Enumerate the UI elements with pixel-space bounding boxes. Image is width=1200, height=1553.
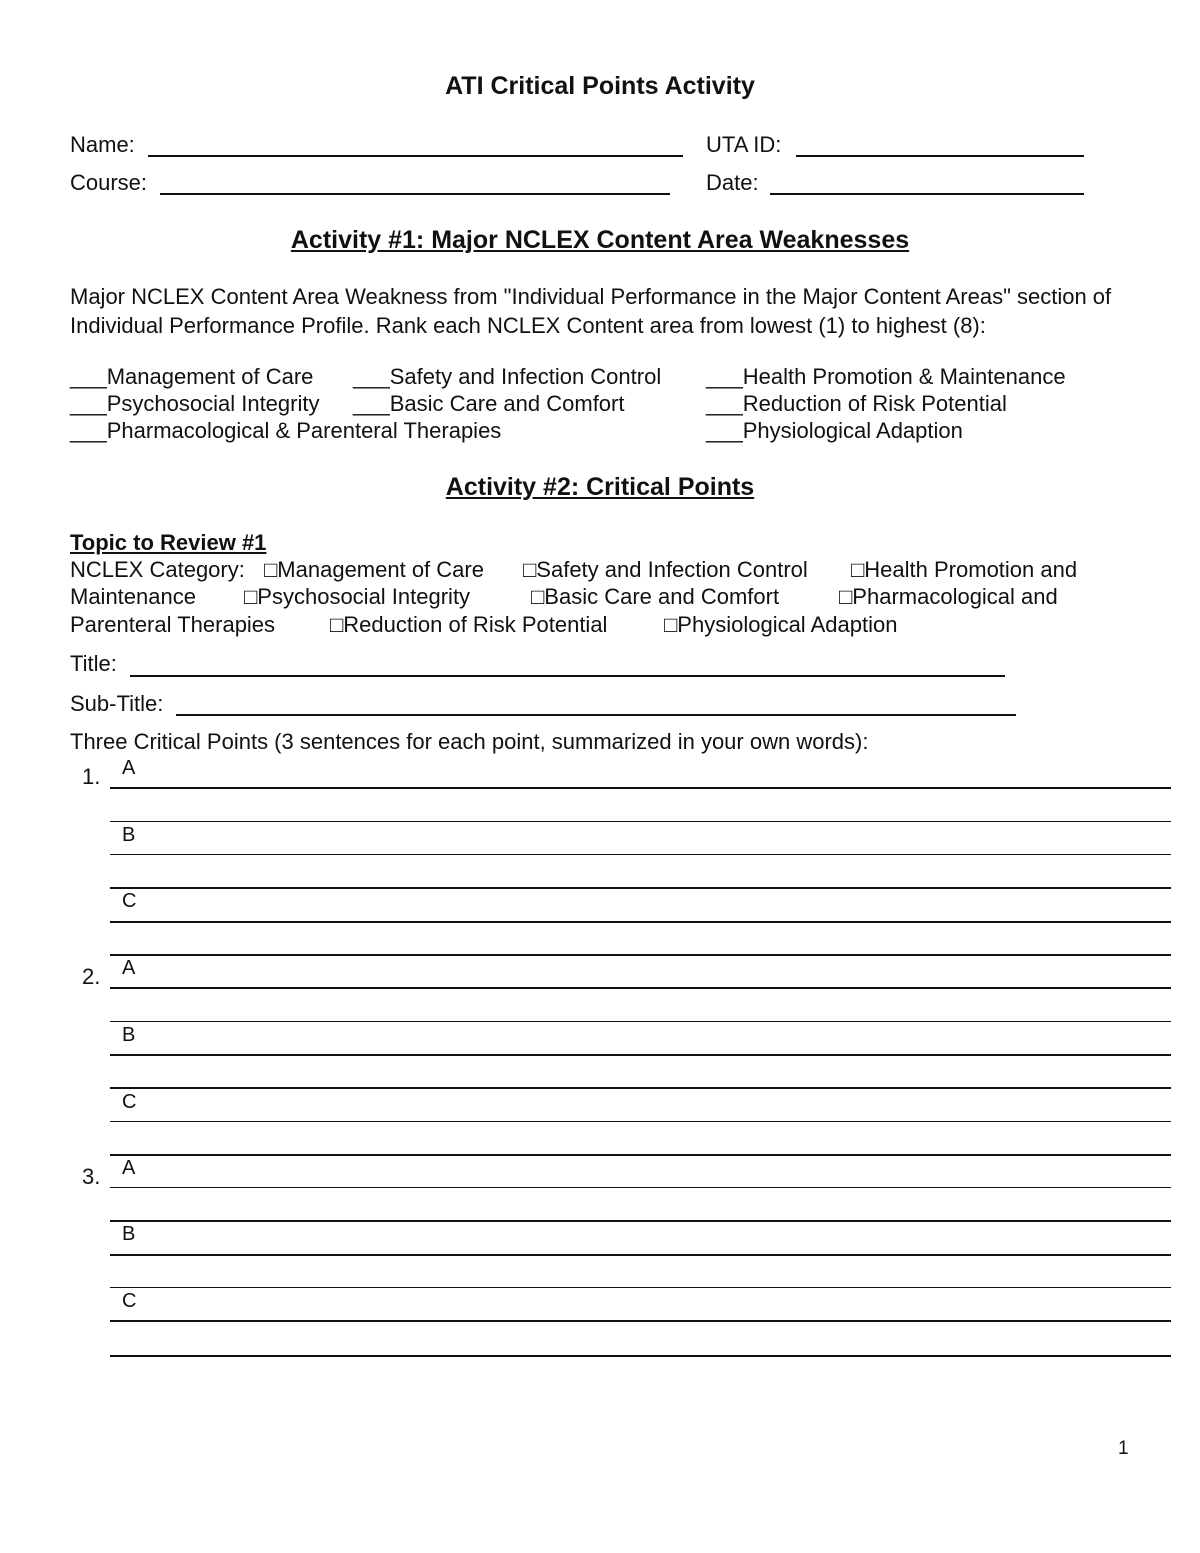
date-field[interactable] <box>770 193 1084 195</box>
point-letter: C <box>122 1290 137 1312</box>
answer-line[interactable] <box>110 1355 1171 1357</box>
category-label: Basic Care and Comfort <box>544 584 780 609</box>
critical-points-prompt: Three Critical Points (3 sentences for each point, summarized in your own words): <box>70 729 869 754</box>
rank-blank[interactable]: ___ <box>706 364 743 389</box>
category-option-pharmacological[interactable] <box>839 584 1058 610</box>
checkbox-icon[interactable]: □ <box>523 557 537 582</box>
category-label: Safety and Infection Control <box>536 557 808 582</box>
rank-item-safety-infection-control[interactable] <box>353 364 661 390</box>
rank-label: Pharmacological & Parenteral Therapies <box>106 418 502 443</box>
answer-line[interactable] <box>110 1187 1171 1188</box>
topic-subtitle-field[interactable] <box>176 714 1016 716</box>
activity2-heading: Activity #2: Critical Points <box>445 473 755 501</box>
answer-line[interactable] <box>110 954 1171 956</box>
course-label: Course: <box>70 170 148 195</box>
rank-label: Health Promotion & Maintenance <box>742 364 1066 389</box>
answer-line[interactable] <box>110 887 1171 889</box>
rank-blank[interactable]: ___ <box>70 391 107 416</box>
answer-line[interactable] <box>110 1254 1171 1256</box>
checkbox-icon[interactable]: □ <box>244 584 258 609</box>
name-field[interactable] <box>148 155 683 157</box>
nclex-category-prefix: NCLEX Category: <box>70 557 245 582</box>
rank-item-management-of-care[interactable] <box>70 364 313 390</box>
category-label: Pharmacological and <box>852 584 1058 609</box>
category-label: Health Promotion and <box>864 557 1078 582</box>
checkbox-icon[interactable]: □ <box>839 584 853 609</box>
point-number: 2. <box>82 964 101 989</box>
activity1-instructions: Major NCLEX Content Area Weakness from "Individual Performance in the Major Content Areas" section of Individual Performance Profile. Rank each NCLEX Content area from lowest (1) to highest (8): <box>70 284 1112 338</box>
activity1-heading: Activity #1: Major NCLEX Content Area Weaknesses <box>290 226 910 254</box>
page-title: ATI Critical Points Activity <box>445 72 755 100</box>
rank-label: Basic Care and Comfort <box>389 391 625 416</box>
category-option-health-promotion[interactable] <box>851 557 1077 583</box>
uta-id-label: UTA ID: <box>706 132 782 157</box>
page-number: 1 <box>1118 1438 1129 1459</box>
rank-item-basic-care-comfort[interactable] <box>353 391 624 417</box>
date-label: Date: <box>706 170 759 195</box>
point-letter: B <box>122 1024 136 1046</box>
checkbox-icon[interactable]: □ <box>664 612 678 637</box>
answer-line[interactable] <box>110 1320 1171 1322</box>
point-letter: C <box>122 890 137 912</box>
category-label: Physiological Adaption <box>677 612 898 637</box>
rank-label: Psychosocial Integrity <box>106 391 320 416</box>
answer-line[interactable] <box>110 821 1171 822</box>
rank-label: Safety and Infection Control <box>389 364 662 389</box>
category-option-physiological-adaption[interactable] <box>664 612 897 638</box>
rank-blank[interactable]: ___ <box>706 418 743 443</box>
topic-title-label: Title: <box>70 651 117 676</box>
category-option-safety-infection-control[interactable] <box>523 557 808 583</box>
answer-line[interactable] <box>110 1154 1171 1156</box>
checkbox-icon[interactable]: □ <box>330 612 344 637</box>
answer-line[interactable] <box>110 987 1171 989</box>
point-number: 1. <box>82 764 101 789</box>
answer-line[interactable] <box>110 1287 1171 1288</box>
topic-subtitle-label: Sub-Title: <box>70 691 164 716</box>
rank-blank[interactable]: ___ <box>706 391 743 416</box>
category-option-psychosocial-integrity[interactable] <box>244 584 470 610</box>
answer-line[interactable] <box>110 854 1171 855</box>
answer-line[interactable] <box>110 1220 1171 1222</box>
answer-line[interactable] <box>110 1087 1171 1089</box>
category-continuation-maintenance: Maintenance <box>70 584 196 609</box>
rank-blank[interactable]: ___ <box>70 418 107 443</box>
topic-title-field[interactable] <box>130 675 1005 677</box>
rank-label: Management of Care <box>106 364 314 389</box>
rank-item-physiological-adaption[interactable] <box>706 418 963 444</box>
point-number: 3. <box>82 1164 101 1189</box>
rank-item-pharmacological[interactable] <box>70 418 501 444</box>
category-option-basic-care-comfort[interactable] <box>531 584 779 610</box>
point-letter: C <box>122 1091 137 1113</box>
category-label: Psychosocial Integrity <box>257 584 471 609</box>
category-continuation-parenteral: Parenteral Therapies <box>70 612 276 637</box>
answer-line[interactable] <box>110 921 1171 923</box>
rank-blank[interactable]: ___ <box>353 364 390 389</box>
category-option-management-of-care[interactable] <box>264 557 484 583</box>
point-letter: B <box>122 824 136 846</box>
rank-blank[interactable]: ___ <box>353 391 390 416</box>
checkbox-icon[interactable]: □ <box>531 584 545 609</box>
rank-label: Reduction of Risk Potential <box>742 391 1007 416</box>
name-label: Name: <box>70 132 135 157</box>
uta-id-field[interactable] <box>796 155 1084 157</box>
checkbox-icon[interactable]: □ <box>851 557 865 582</box>
course-field[interactable] <box>160 193 670 195</box>
rank-item-psychosocial-integrity[interactable] <box>70 391 319 417</box>
point-letter: A <box>122 1157 136 1179</box>
rank-item-health-promotion[interactable] <box>706 364 1066 390</box>
answer-line[interactable] <box>110 1121 1171 1122</box>
answer-line[interactable] <box>110 787 1171 789</box>
category-label: Reduction of Risk Potential <box>343 612 608 637</box>
point-letter: B <box>122 1223 136 1245</box>
rank-blank[interactable]: ___ <box>70 364 107 389</box>
point-letter: A <box>122 757 136 779</box>
answer-line[interactable] <box>110 1021 1171 1022</box>
topic-label: Topic to Review #1 <box>70 530 267 555</box>
category-label: Management of Care <box>277 557 484 582</box>
rank-label: Physiological Adaption <box>742 418 963 443</box>
checkbox-icon[interactable]: □ <box>264 557 278 582</box>
rank-item-reduction-of-risk[interactable] <box>706 391 1007 417</box>
category-option-reduction-of-risk[interactable] <box>330 612 607 638</box>
answer-line[interactable] <box>110 1054 1171 1056</box>
point-letter: A <box>122 957 136 979</box>
